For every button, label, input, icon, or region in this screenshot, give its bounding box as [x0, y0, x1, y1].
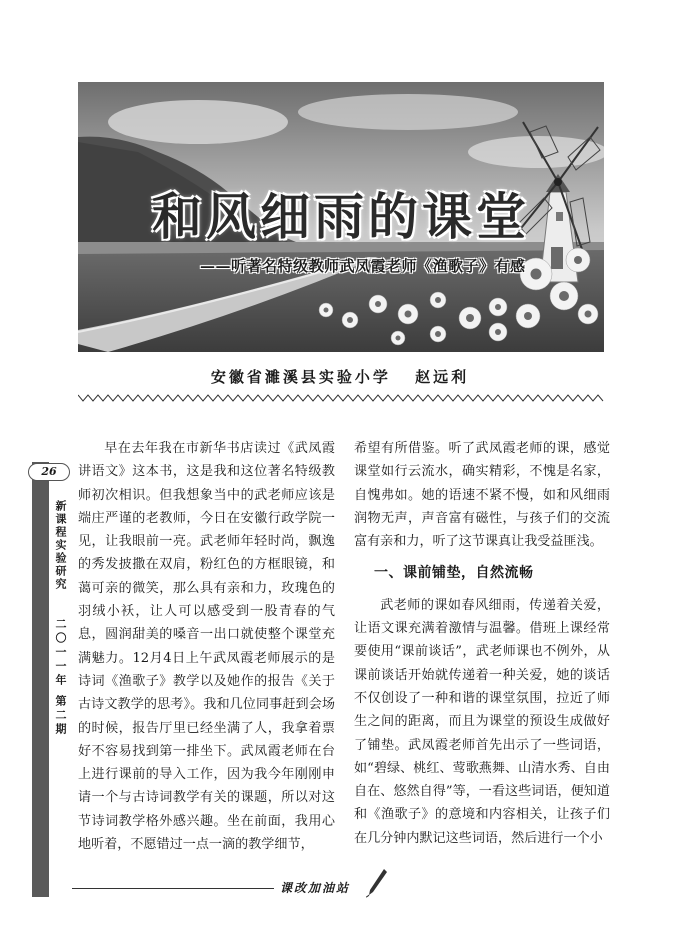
journal-issue: 二〇一一年 第二期: [54, 618, 67, 737]
body-paragraph: 早在去年我在市新华书店读过《武凤霞讲语文》这本书，这是我和这位著名特级教师初次相识。但我想象当中的武老师应该是端庄严谨的老教师，今日在安徽行政学院一见，让我眼前一亮。武老师年轻时尚，飘逸的秀发披撒在双肩，粉红色的方框眼镜，和蔼可亲的微笑，那么具有亲和力，玫瑰色的羽绒小袄，让人可以感受到一股青春的气息，圆润甜美的嗓音一出口就使整个课堂充满魅力。12月4日上午武凤霞老师展示的是诗词《渔歌子》教学以及她作的报告《关于古诗文教学的思考》。我和几位同事赶到会场的时候，报告厅里已经坐满了人，我拿着票好不容易找到第一排坐下。武凤霞老师在台上进行课前的导入工作，因为我今年刚刚申请一个与古诗词教学有关的课题，所以对这节诗词教学格外感兴趣。坐在前面，我用心地听着，不愿错过一点一滴的教学细节，: [78, 441, 335, 853]
author-name: 赵远利: [415, 368, 470, 386]
zigzag-divider: [78, 393, 604, 403]
author-line: [0, 366, 680, 387]
footer-column-label: 课改加油站: [280, 881, 351, 895]
body-paragraph: 武老师的课如春风细雨，传递着关爱，让语文课充满着激情与温馨。借班上课经常要使用“课前谈话”，武老师课也不例外，从课前谈话开始就传递着一种关爱，她的谈话不仅创设了一种和谐的课堂氛围，拉近了师生之间的距离，而且为课堂的预设生成做好了铺垫。武凤霞老师首先出示了一些词语，如“碧绿、桃红、莺歌燕舞、山清水秀、自由自在、悠然自得”等，一看这些词语，便知道和《渔歌子》的意境和内容相关，让孩子们在几分钟内默记这些词语，然后进行一个小: [354, 597, 610, 846]
body-paragraph-continued: 希望有所借鉴。听了武凤霞老师的课，感觉课堂如行云流水，确实精彩，不愧是名家，自愧弗如。她的语速不紧不慢，如和风细雨润物无声，声音富有磁性，与孩子们的交流富有亲和力，听了这节课真让我受益匪浅。: [354, 441, 610, 550]
pen-nib-icon: [366, 868, 388, 898]
article-subtitle: ——听著名特级教师武凤霞老师《渔歌子》有感: [200, 257, 526, 275]
section-heading: 一、课前铺垫，自然流畅: [374, 565, 534, 582]
article-right-column: [354, 437, 610, 850]
article-left-column: [78, 437, 335, 856]
page-number: 26: [28, 463, 70, 481]
side-bar: [32, 462, 49, 897]
article-title: 和风细雨的课堂: [152, 188, 530, 246]
header-banner: [78, 82, 604, 352]
footer-rule: [72, 888, 274, 889]
journal-name: 新课程实验研究: [54, 500, 67, 591]
author-school: 安徽省濉溪县实验小学: [210, 368, 391, 386]
